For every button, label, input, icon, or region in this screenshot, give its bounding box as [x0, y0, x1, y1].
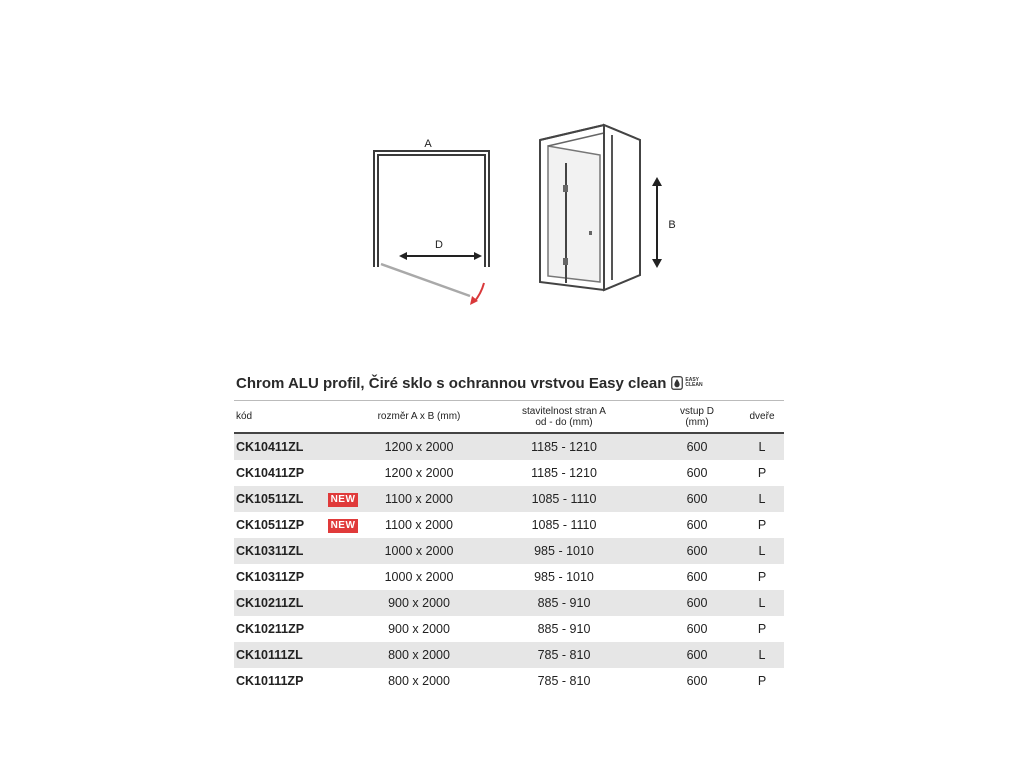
cell-adjust: 1185 - 1210	[474, 460, 654, 486]
cell-new	[322, 460, 364, 486]
cell-new	[322, 433, 364, 460]
table-row	[234, 460, 784, 486]
header-code: kód	[234, 401, 322, 434]
easy-clean-text	[685, 378, 702, 388]
cell-door: P	[740, 668, 784, 694]
table-row	[234, 512, 784, 538]
cell-entry: 600	[654, 642, 740, 668]
cell-size: 800 x 2000	[364, 668, 474, 694]
cell-door: P	[740, 460, 784, 486]
table-header-row	[234, 401, 784, 434]
cell-entry: 600	[654, 616, 740, 642]
height-dimension	[652, 177, 662, 268]
cell-code: CK10411ZP	[234, 460, 322, 486]
cell-door: P	[740, 512, 784, 538]
cell-new	[322, 616, 364, 642]
cell-entry: 600	[654, 564, 740, 590]
header-spacer	[322, 401, 364, 434]
table-row	[234, 564, 784, 590]
header-size: rozměr A x B (mm)	[364, 401, 474, 434]
table-row	[234, 538, 784, 564]
cell-code: CK10111ZL	[234, 642, 322, 668]
table-row	[234, 642, 784, 668]
cell-door: P	[740, 616, 784, 642]
cell-size: 1000 x 2000	[364, 538, 474, 564]
cell-code: CK10211ZL	[234, 590, 322, 616]
header-adjust	[474, 401, 654, 434]
top-view-plan	[376, 138, 487, 305]
table-row	[234, 668, 784, 694]
cell-size: 1000 x 2000	[364, 564, 474, 590]
new-badge: NEW	[328, 519, 359, 533]
cell-new	[322, 486, 364, 512]
height-b-label: B	[668, 219, 676, 231]
cell-new	[322, 590, 364, 616]
cell-size: 1200 x 2000	[364, 460, 474, 486]
cell-entry: 600	[654, 460, 740, 486]
cell-entry: 600	[654, 512, 740, 538]
cell-adjust: 985 - 1010	[474, 564, 654, 590]
open-door-panel	[381, 264, 470, 296]
table-row	[234, 486, 784, 512]
cell-code: CK10211ZP	[234, 616, 322, 642]
cell-adjust: 885 - 910	[474, 590, 654, 616]
cell-entry: 600	[654, 668, 740, 694]
cell-code: CK10311ZP	[234, 564, 322, 590]
cell-size: 1200 x 2000	[364, 433, 474, 460]
product-title	[236, 373, 703, 393]
table-row	[234, 616, 784, 642]
cell-size: 1100 x 2000	[364, 512, 474, 538]
cell-door: P	[740, 564, 784, 590]
cell-adjust: 785 - 810	[474, 642, 654, 668]
cell-size: 900 x 2000	[364, 616, 474, 642]
cell-entry: 600	[654, 590, 740, 616]
header-entry	[654, 401, 740, 434]
cell-adjust: 1085 - 1110	[474, 512, 654, 538]
cell-entry: 600	[654, 486, 740, 512]
easy-clean-line2: CLEAN	[685, 382, 703, 388]
cell-new	[322, 564, 364, 590]
cell-size: 800 x 2000	[364, 642, 474, 668]
cell-door: L	[740, 486, 784, 512]
cell-entry: 600	[654, 538, 740, 564]
door-width-d-label: D	[435, 239, 443, 251]
cell-door: L	[740, 433, 784, 460]
easy-clean-badge	[671, 376, 702, 390]
header-adjust-line1: stavitelnost stran A	[522, 405, 606, 417]
cell-code: CK10511ZP	[234, 512, 322, 538]
title-text: Chrom ALU profil, Čiré sklo s ochrannou vrstvou Easy clean	[236, 374, 667, 392]
table-body	[234, 433, 784, 694]
spec-table	[234, 400, 784, 694]
header-door: dveře	[740, 401, 784, 434]
enclosure-3d-view	[540, 125, 640, 290]
cell-size: 900 x 2000	[364, 590, 474, 616]
width-a-label: A	[424, 138, 432, 150]
table-row	[234, 590, 784, 616]
door-width-dimension	[399, 252, 482, 260]
cell-adjust: 1185 - 1210	[474, 433, 654, 460]
header-entry-line1: vstup D	[680, 405, 714, 417]
header-adjust-line2: od - do (mm)	[535, 416, 593, 428]
cell-code: CK10111ZP	[234, 668, 322, 694]
cell-code: CK10511ZL	[234, 486, 322, 512]
cell-adjust: 1085 - 1110	[474, 486, 654, 512]
cell-new	[322, 668, 364, 694]
cell-door: L	[740, 642, 784, 668]
cell-entry: 600	[654, 433, 740, 460]
cell-adjust: 785 - 810	[474, 668, 654, 694]
water-drop-icon	[671, 376, 683, 390]
cell-code: CK10311ZL	[234, 538, 322, 564]
cell-code: CK10411ZL	[234, 433, 322, 460]
cell-adjust: 885 - 910	[474, 616, 654, 642]
header-entry-line2: (mm)	[685, 416, 709, 428]
cell-door: L	[740, 590, 784, 616]
cell-new	[322, 642, 364, 668]
cell-new	[322, 512, 364, 538]
cell-adjust: 985 - 1010	[474, 538, 654, 564]
cell-door: L	[740, 538, 784, 564]
table-row	[234, 433, 784, 460]
shower-diagram	[0, 0, 1024, 340]
easy-clean-line1: EASY	[685, 377, 700, 383]
cell-new	[322, 538, 364, 564]
new-badge: NEW	[328, 493, 359, 507]
cell-size: 1100 x 2000	[364, 486, 474, 512]
